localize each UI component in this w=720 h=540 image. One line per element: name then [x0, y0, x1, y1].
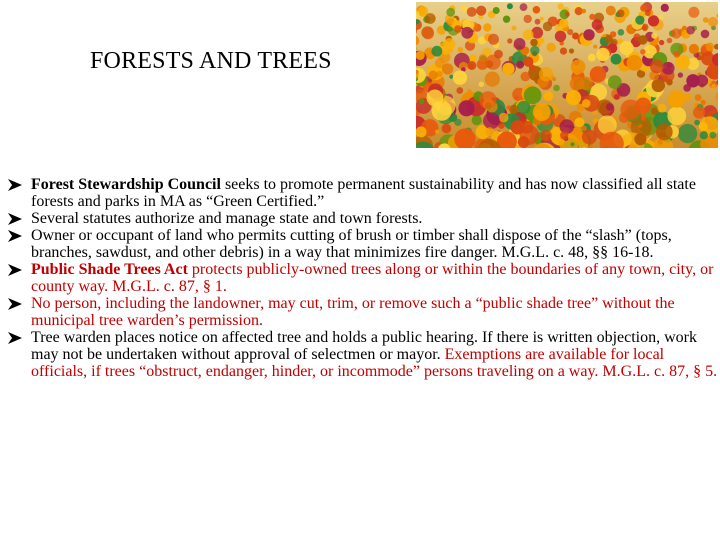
fsc-text: seeks to promote permanent sustainability and has now classified all state forests and parks in MA as “Green Certified.”	[31, 176, 696, 210]
foliage-dot	[456, 87, 463, 94]
foliage-dot	[468, 64, 474, 70]
foliage-dot	[703, 17, 709, 23]
foliage-dot	[454, 25, 461, 32]
exemptions-text: Exemptions are available for local officials, if trees “obstruct, endanger, hinder, or incommode” persons traveling on a way. M.G.L. c. 87, § 5.	[31, 346, 718, 380]
no-cutting-text: No person, including the landowner, may cut, trim, or remove such a “public shade tree” without the municipal tree warden’s permission.	[31, 295, 675, 329]
foliage-dot	[569, 48, 574, 53]
foliage-dot	[589, 14, 595, 20]
arrow-bullet-icon	[8, 298, 22, 310]
foliage-dot	[524, 86, 542, 104]
foliage-dot	[416, 126, 427, 137]
foliage-dot	[635, 16, 644, 25]
foliage-dot	[540, 130, 552, 142]
foliage-dot	[479, 54, 487, 62]
arrow-bullet-icon	[8, 230, 22, 242]
shade-trees-text: protects publicly-owned trees along or within the boundaries of any town, city, or county way. M.G.L. c. 87, § 1.	[31, 261, 714, 295]
foliage-dot	[701, 30, 710, 39]
foliage-dot	[533, 6, 541, 14]
foliage-dot	[530, 39, 538, 47]
foliage-dot	[494, 50, 503, 59]
foliage-dot	[560, 119, 575, 134]
tree-warden-text: Tree warden places notice on affected tree and holds a public hearing. If there is written objection, work may not be undertaken without approval of selectmen or mayor.	[31, 329, 697, 363]
foliage-dot	[540, 17, 544, 21]
foliage-dot	[700, 131, 708, 139]
foliage-dot	[662, 62, 675, 75]
foliage-dot	[618, 29, 625, 36]
foliage-dot	[553, 85, 560, 92]
foliage-dot	[524, 15, 532, 23]
foliage-dot	[619, 41, 633, 55]
foliage-dot	[596, 48, 609, 61]
foliage-dot	[658, 14, 663, 19]
foliage-dot	[581, 126, 587, 132]
foliage-dot	[461, 6, 468, 13]
foliage-dot	[502, 63, 514, 75]
foliage-dot	[634, 133, 646, 145]
foliage-dot	[555, 31, 566, 42]
foliage-dot	[706, 43, 715, 52]
foliage-dot	[479, 91, 497, 109]
foliage-dot	[709, 132, 716, 139]
foliage-dot	[668, 90, 686, 108]
foliage-dot	[416, 51, 425, 60]
foliage-dot	[582, 130, 597, 145]
foliage-dot	[648, 15, 659, 26]
bullet-item-shade-trees-act	[8, 261, 720, 295]
foliage-dot	[711, 84, 716, 89]
foliage-dot	[678, 124, 697, 143]
foliage-dot	[652, 79, 665, 92]
foliage-dot	[507, 38, 512, 43]
foliage-dot	[688, 7, 699, 18]
foliage-dot	[617, 10, 625, 18]
foliage-dot	[606, 6, 616, 16]
foliage-dot	[483, 112, 500, 129]
foliage-dot	[523, 29, 534, 40]
foliage-dot	[689, 44, 699, 54]
foliage-dot	[651, 33, 657, 39]
arrow-bullet-icon	[8, 264, 22, 276]
foliage-dot	[620, 100, 640, 120]
foliage-dot	[422, 27, 434, 39]
foliage-dot	[479, 82, 484, 87]
foliage-dot	[658, 104, 667, 113]
foliage-dot	[543, 22, 552, 31]
bullet-item-slash	[8, 227, 720, 261]
foliage-dot	[461, 27, 473, 39]
foliage-dot	[427, 90, 444, 107]
foliage-dot	[605, 35, 612, 42]
foliage-dot	[485, 72, 500, 87]
foliage-dot	[453, 70, 467, 84]
foliage-dot	[593, 45, 597, 49]
foliage-dot	[656, 123, 673, 140]
foliage-dot	[659, 40, 664, 45]
foliage-dot	[425, 13, 436, 24]
foliage-dot	[509, 105, 518, 114]
foliage-dot	[598, 115, 617, 134]
forest-illustration	[416, 2, 718, 148]
foliage-dot	[583, 29, 594, 40]
foliage-dot	[514, 95, 519, 100]
foliage-dot	[592, 19, 603, 30]
foliage-dot	[512, 26, 517, 31]
foliage-dot	[485, 127, 494, 136]
foliage-dot	[516, 61, 524, 69]
foliage-dot	[558, 3, 564, 9]
foliage-dot	[520, 3, 528, 11]
bullet-item-tree-warden	[8, 329, 720, 380]
foliage-dot	[499, 113, 509, 123]
foliage-dot	[520, 121, 533, 134]
foliage-dot	[546, 43, 555, 52]
foliage-dot	[694, 120, 700, 126]
foliage-dot	[671, 28, 681, 38]
foliage-dot	[693, 106, 705, 118]
foliage-dot	[606, 103, 613, 110]
foliage-dot	[539, 67, 553, 81]
foliage-dot	[467, 89, 472, 94]
foliage-dot	[582, 99, 591, 108]
arrow-bullet-icon	[8, 213, 22, 225]
foliage-dot	[695, 94, 702, 101]
foliage-dot	[566, 90, 581, 105]
foliage-dot	[560, 48, 567, 55]
foliage-dot	[514, 38, 526, 50]
foliage-dot	[488, 34, 499, 45]
foliage-dot	[627, 55, 643, 71]
foliage-dot	[611, 54, 622, 65]
foliage-dot	[700, 100, 705, 105]
foliage-dot	[506, 105, 511, 110]
foliage-dot	[467, 7, 477, 17]
foliage-dot	[581, 9, 586, 14]
foliage-dot	[571, 59, 586, 74]
foliage-dot	[454, 119, 461, 126]
foliage-dot	[579, 77, 593, 91]
foliage-dot	[458, 100, 474, 116]
foliage-dot	[446, 8, 455, 17]
foliage-dot	[552, 17, 557, 22]
foliage-dot	[419, 98, 425, 104]
foliage-dot	[683, 84, 691, 92]
foliage-dot	[533, 103, 551, 121]
foliage-dot	[638, 35, 648, 45]
bullet-item-no-cutting	[8, 295, 720, 329]
foliage-dot	[642, 25, 648, 31]
arrow-bullet-icon	[8, 179, 22, 191]
bullet-list	[8, 176, 720, 380]
foliage-dot	[560, 131, 568, 139]
bullet-item-fsc	[8, 176, 720, 210]
foliage-dot	[565, 12, 570, 17]
foliage-dot	[614, 94, 620, 100]
foliage-dot	[559, 19, 568, 28]
foliage-dot	[458, 47, 464, 53]
foliage-dot	[661, 4, 669, 12]
foliage-dot	[523, 57, 533, 67]
foliage-dot	[432, 46, 443, 57]
autumn-forest-image	[416, 2, 718, 148]
slide-title: FORESTS AND TREES	[90, 48, 332, 74]
arrow-bullet-icon	[8, 332, 22, 344]
foliage-dot	[535, 19, 541, 25]
fsc-lead: Forest Stewardship Council	[31, 176, 221, 193]
foliage-dot	[650, 60, 664, 74]
foliage-dot	[708, 17, 718, 27]
foliage-dot	[429, 71, 438, 80]
foliage-dot	[686, 26, 695, 35]
foliage-dot	[442, 124, 452, 134]
foliage-dot	[678, 72, 683, 77]
foliage-dot	[696, 75, 708, 87]
slash-text: Owner or occupant of land who permits cutting of brush or timber shall dispose of the “slash” (tops, branches, sawdust, and other debris) in a way that minimizes fire danger. M.G.L. c. 48, §§ 16-18.	[31, 227, 672, 261]
foliage-dot	[590, 66, 606, 82]
foliage-dot	[640, 49, 646, 55]
foliage-dot	[507, 3, 513, 9]
foliage-dot	[483, 23, 491, 31]
foliage-dot	[442, 63, 453, 74]
foliage-dot	[530, 46, 539, 55]
shade-trees-lead: Public Shade Trees Act	[31, 261, 188, 278]
foliage-dot	[543, 91, 553, 101]
foliage-dot	[493, 7, 500, 14]
foliage-dot	[570, 142, 574, 146]
foliage-dot	[521, 72, 531, 82]
statutes-text: Several statutes authorize and manage state and town forests.	[31, 210, 423, 227]
foliage-dot	[503, 16, 510, 23]
foliage-dot	[476, 6, 486, 16]
foliage-dot	[567, 29, 573, 35]
foliage-dot	[608, 75, 622, 89]
foliage-dot	[640, 5, 647, 12]
foliage-dot	[673, 51, 680, 58]
foliage-dot	[588, 54, 596, 62]
foliage-dot	[667, 107, 686, 126]
foliage-dot	[472, 115, 482, 125]
foliage-dot	[667, 38, 673, 44]
foliage-dot	[435, 130, 439, 134]
bullet-item-statutes	[8, 210, 720, 227]
